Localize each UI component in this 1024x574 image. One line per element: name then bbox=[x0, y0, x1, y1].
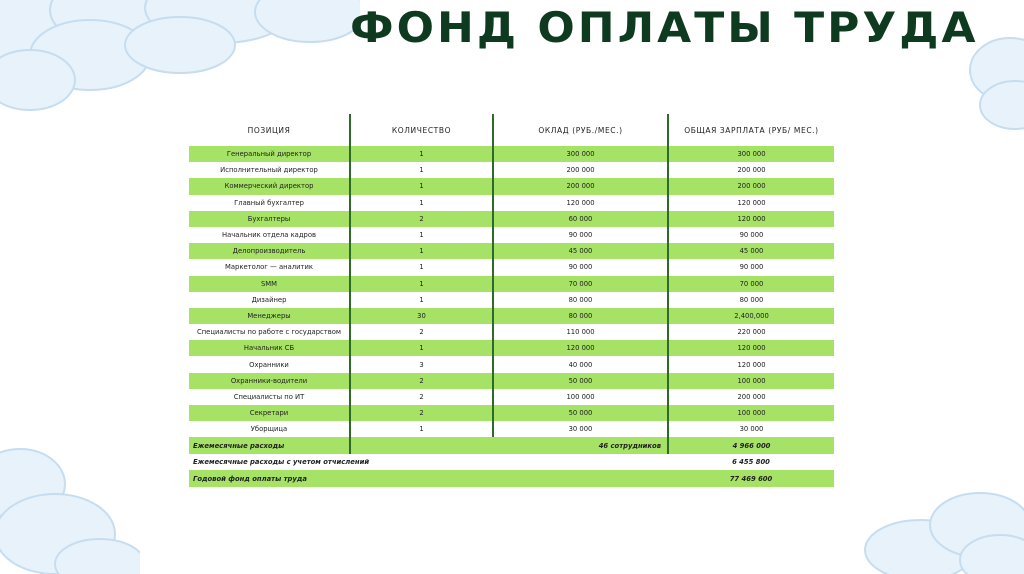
table-row bbox=[189, 211, 834, 227]
cell-quantity: 1 bbox=[350, 243, 493, 259]
cloud-bottom-left-decoration bbox=[0, 444, 140, 574]
cell-quantity: 1 bbox=[350, 162, 493, 178]
cell-total: 220 000 bbox=[668, 324, 834, 340]
cell-quantity: 1 bbox=[350, 421, 493, 437]
cell-quantity: 1 bbox=[350, 292, 493, 308]
table-row bbox=[189, 195, 834, 211]
cell-quantity: 1 bbox=[350, 259, 493, 275]
cell-salary: 50 000 bbox=[493, 405, 668, 421]
table-row bbox=[189, 373, 834, 389]
cell-salary: 110 000 bbox=[493, 324, 668, 340]
cell-salary: 40 000 bbox=[493, 356, 668, 372]
table-row bbox=[189, 389, 834, 405]
header-salary: ОКЛАД (РУБ./МЕС.) bbox=[493, 114, 668, 146]
cell-position: Маркетолог — аналитик bbox=[189, 259, 350, 275]
cell-salary: 100 000 bbox=[493, 389, 668, 405]
header-position: ПОЗИЦИЯ bbox=[247, 125, 291, 135]
monthly-with-deductions-total: 6 455 800 bbox=[668, 454, 834, 471]
cell-position: SMM bbox=[189, 276, 350, 292]
cell-quantity: 30 bbox=[350, 308, 493, 324]
table-row bbox=[189, 146, 834, 162]
cell-position: Начальник отдела кадров bbox=[189, 227, 350, 243]
cell-total: 80 000 bbox=[668, 292, 834, 308]
cell-salary: 200 000 bbox=[493, 162, 668, 178]
cell-quantity: 2 bbox=[350, 405, 493, 421]
table-row bbox=[189, 421, 834, 437]
monthly-with-deductions-row bbox=[189, 454, 834, 471]
monthly-expenses-label: Ежемесячные расходы bbox=[189, 437, 350, 454]
table-row bbox=[189, 227, 834, 243]
cell-salary: 70 000 bbox=[493, 276, 668, 292]
cell-quantity: 2 bbox=[350, 211, 493, 227]
cell-total: 120 000 bbox=[668, 195, 834, 211]
cell-salary: 120 000 bbox=[493, 340, 668, 356]
table-row bbox=[189, 259, 834, 275]
monthly-with-deductions-label: Ежемесячные расходы с учетом отчислений bbox=[189, 454, 668, 471]
cell-quantity: 3 bbox=[350, 356, 493, 372]
cell-total: 90 000 bbox=[668, 259, 834, 275]
table-row bbox=[189, 324, 834, 340]
cell-position: Секретари bbox=[189, 405, 350, 421]
cell-total: 200 000 bbox=[668, 178, 834, 194]
cell-salary: 50 000 bbox=[493, 373, 668, 389]
monthly-employees-count: 46 сотрудников bbox=[350, 437, 668, 454]
cell-position: Специалисты по ИТ bbox=[189, 389, 350, 405]
table-row bbox=[189, 405, 834, 421]
table-header-row bbox=[189, 114, 834, 146]
cell-quantity: 1 bbox=[350, 276, 493, 292]
cell-total: 200 000 bbox=[668, 162, 834, 178]
table-row bbox=[189, 292, 834, 308]
cell-quantity: 1 bbox=[350, 146, 493, 162]
table-row bbox=[189, 340, 834, 356]
cell-position: Охранники-водители bbox=[189, 373, 350, 389]
payroll-table bbox=[189, 114, 834, 487]
cell-salary: 90 000 bbox=[493, 227, 668, 243]
cell-quantity: 1 bbox=[350, 340, 493, 356]
cell-position: Начальник СБ bbox=[189, 340, 350, 356]
monthly-expenses-total: 4 966 000 bbox=[668, 437, 834, 454]
cell-position: Делопроизводитель bbox=[189, 243, 350, 259]
cell-position: Охранники bbox=[189, 356, 350, 372]
table-row bbox=[189, 276, 834, 292]
cell-salary: 300 000 bbox=[493, 146, 668, 162]
cell-quantity: 2 bbox=[350, 389, 493, 405]
table-row bbox=[189, 243, 834, 259]
cell-total: 200 000 bbox=[668, 389, 834, 405]
cell-quantity: 2 bbox=[350, 324, 493, 340]
annual-fund-row bbox=[189, 470, 834, 487]
cell-position: Главный бухгалтер bbox=[189, 195, 350, 211]
cell-position: Дизайнер bbox=[189, 292, 350, 308]
cell-total: 2,400,000 bbox=[668, 308, 834, 324]
cell-total: 120 000 bbox=[668, 211, 834, 227]
table-row bbox=[189, 178, 834, 194]
cell-total: 100 000 bbox=[668, 373, 834, 389]
cell-quantity: 1 bbox=[350, 195, 493, 211]
cell-position: Уборщица bbox=[189, 421, 350, 437]
cell-salary: 120 000 bbox=[493, 195, 668, 211]
cloud-bottom-right-decoration bbox=[860, 490, 1024, 574]
cell-quantity: 1 bbox=[350, 227, 493, 243]
cell-total: 100 000 bbox=[668, 405, 834, 421]
cell-position: Генеральный директор bbox=[189, 146, 350, 162]
cell-salary: 30 000 bbox=[493, 421, 668, 437]
cell-salary: 90 000 bbox=[493, 259, 668, 275]
annual-fund-total: 77 469 600 bbox=[668, 470, 834, 487]
header-total: ОБЩАЯ ЗАРПЛАТА (РУБ/ МЕС.) bbox=[668, 114, 834, 146]
cell-total: 70 000 bbox=[668, 276, 834, 292]
cell-total: 120 000 bbox=[668, 356, 834, 372]
cell-salary: 200 000 bbox=[493, 178, 668, 194]
cell-total: 300 000 bbox=[668, 146, 834, 162]
cell-quantity: 1 bbox=[350, 178, 493, 194]
cell-position: Коммерческий директор bbox=[189, 178, 350, 194]
header-quantity: КОЛИЧЕСТВО bbox=[350, 114, 493, 146]
cell-salary: 80 000 bbox=[493, 292, 668, 308]
table-row bbox=[189, 356, 834, 372]
cell-total: 45 000 bbox=[668, 243, 834, 259]
cell-position: Специалисты по работе с государством bbox=[189, 324, 350, 340]
cell-salary: 80 000 bbox=[493, 308, 668, 324]
monthly-expenses-row bbox=[189, 437, 834, 454]
cloud-top-left-decoration bbox=[0, 0, 360, 120]
cell-salary: 60 000 bbox=[493, 211, 668, 227]
page-title: ФОНД ОПЛАТЫ ТРУДА bbox=[350, 4, 979, 53]
cell-position: Менеджеры bbox=[189, 308, 350, 324]
cell-position: Исполнительный директор bbox=[189, 162, 350, 178]
cell-position: Бухгалтеры bbox=[189, 211, 350, 227]
table-row bbox=[189, 162, 834, 178]
table-row bbox=[189, 308, 834, 324]
cell-quantity: 2 bbox=[350, 373, 493, 389]
annual-fund-label: Годовой фонд оплаты труда bbox=[189, 470, 668, 487]
cell-salary: 45 000 bbox=[493, 243, 668, 259]
cell-total: 120 000 bbox=[668, 340, 834, 356]
cell-total: 90 000 bbox=[668, 227, 834, 243]
cell-total: 30 000 bbox=[668, 421, 834, 437]
